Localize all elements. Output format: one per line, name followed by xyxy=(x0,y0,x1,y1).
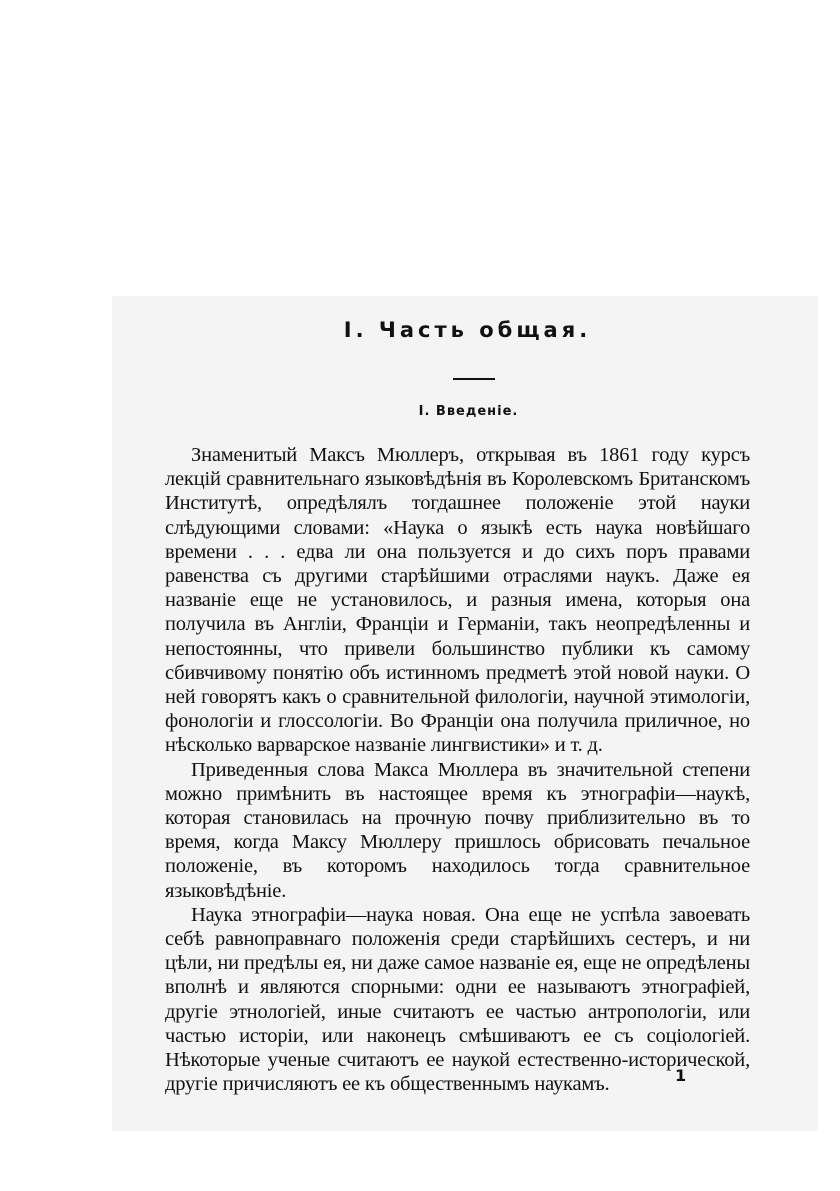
paragraph-1: Знаменитый Максъ Мюллеръ, открывая въ 1861 году курсъ лекцій сравнительнаго языковѣдѣнія въ Королевскомъ Британскомъ Институтѣ, опредѣлялъ тогдашнее положеніе этой науки слѣдующими словами: «Наука о языкѣ есть наука новѣйшаго времени . . . едва ли она пользуется и до сихъ поръ правами равенства съ другими старѣйшими отраслями наукъ. Даже ея названіе еще не установилось, и разныя имена, которыя она получила въ Англіи, Франціи и Германіи, такъ неопредѣленны и непостоянны, что привели большинство публики къ самому сбивчивому понятію объ истинномъ предметѣ этой новой науки. О ней говорятъ какъ о сравнительной филологіи, научной этимологіи, фонологіи и глоссологіи. Во Франціи она получила приличное, но нѣсколько варварское названіе лингвистики» и т. д. xyxy=(165,444,750,757)
title-divider xyxy=(453,378,495,380)
paragraph-3: Наука этнографіи—наука новая. Она еще не успѣла завоевать себѣ равноправнаго положенія среди старѣйшихъ сестеръ, и ни цѣли, ни предѣлы ея, ни даже самое названіе ея, еще не опредѣлены вполнѣ и являются спорными: одни ее называютъ этнографіей, другіе этнологіей, иные считаютъ ее частью антропологіи, или частью исторіи, или наконецъ смѣшиваютъ ее съ соціологіей. Нѣкоторые ученые считаютъ ее наукой естественно-исторической, другіе причисляютъ ее къ общественнымъ наукамъ. xyxy=(165,903,750,1096)
page-content xyxy=(165,318,750,1096)
paragraph-2: Приведенныя слова Макса Мюллера въ значительной степени можно примѣнить въ настоящее время къ этнографіи—наукѣ, которая становилась на прочную почву приблизительно въ то время, когда Максу Мюллеру пришлось обрисовать печальное положеніе, въ которомъ находилось тогда сравнительное языковѣдѣніе. xyxy=(165,758,750,902)
part-title: I. Часть общая. xyxy=(343,318,592,342)
page-number: 1 xyxy=(675,1066,687,1085)
section-title: I. Введеніе. xyxy=(418,404,519,419)
